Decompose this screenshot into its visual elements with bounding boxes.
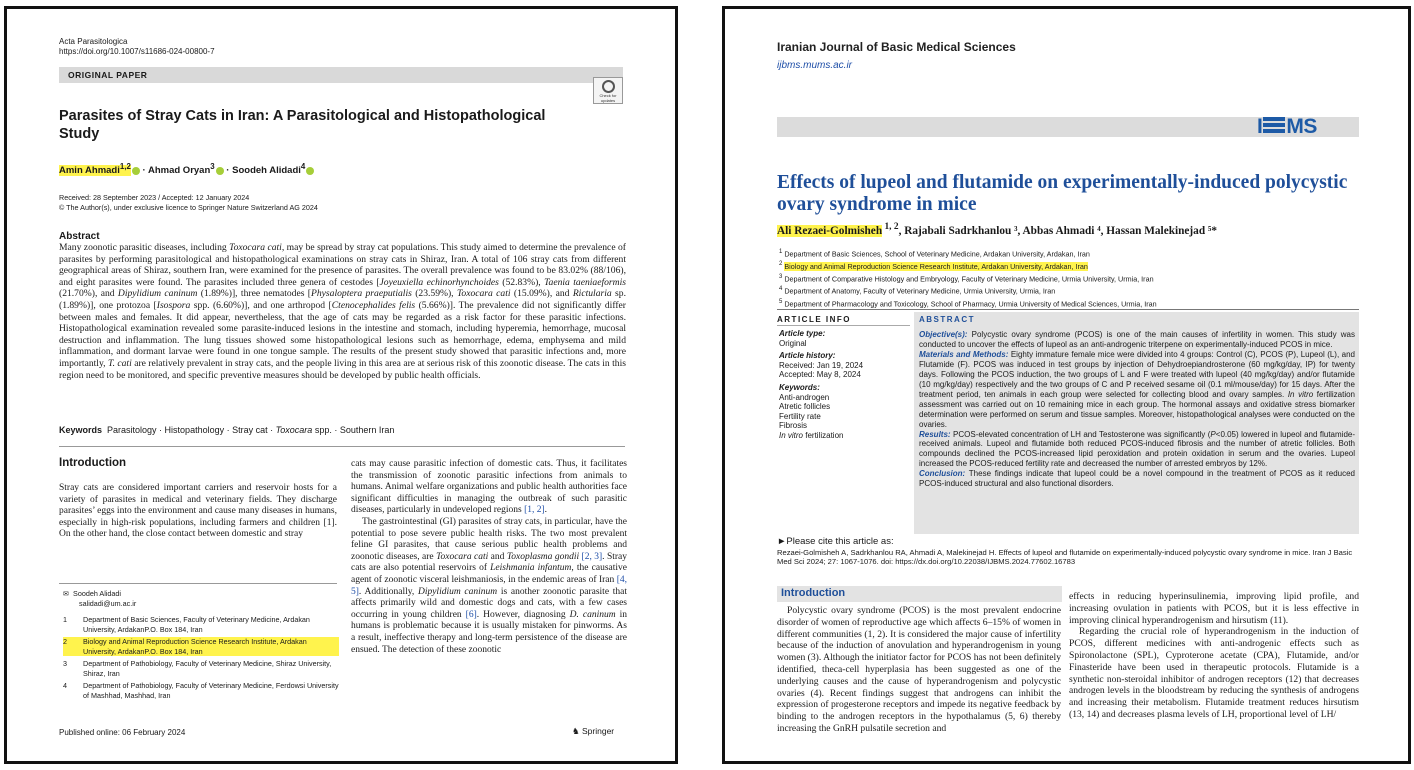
other-authors: , Rajabali Sadrkhanlou ³, Abbas Ahmadi ⁴, Hassan Malekinejad ⁵* [898,224,1217,237]
affiliation-number: 4 [63,681,67,690]
article-info-panel [779,329,909,441]
methods-label: Materials and Methods: [919,349,1009,359]
abstract-body: Objective(s): Polycystic ovary syndrome (PCOS) is one of the main causes of infertility in women. This study was conducted to uncover the effects of lupeol as an anti-androgenic triterpene on experimentally-induced PCOS in mice. Materials and Methods: Eighty immature female mice were divided into 4 groups: Control (C), PCOS (P), Lupeol (L), and Flutamide (F). PCOS was induced in test groups by injection of Dehydroepiandrosterone (60 mg/kg/day, IP) for twenty days. Following the PCOS induction, the two groups of L and F were treated with lupeol (40 mg/kg/day) and/or flutamide (10 mg/kg/day) respectively and the two groups of C and P received sesame oil (0.1 ml/mouse/day) for 15 days. After the treatment period, ten animals in each group were selected for collecting blood and ovary samples. In vitro fertilization assessment was carried out on 10 remaining mice in each group. The hormonal assays and oxidative stress biomarker determination were performed on serum and tissue samples. Moreover, histopathological analyses were conducted on the ovaries. Results: PCOS-elevated concentration of LH and Testosterone was significantly (P<0.05) lowered in lupeol and flutamide-received animals. Lupeol and flutamide both reduced PCOS-induced fibrosis and the number of atretic follicles. Both compounds declined the PCOS-increased lipid peroxidation and protein oxidation in serum and the ovaries. Lupeol increased the PCOS-reduced fertility rate and decreased the number of arrested embryos by 12%. Conclusion: These findings indicate that lupeol could be a novel compound in the treatment of PCOS as it reduced PCOS-induced structural and also functional disorders. [919,330,1356,489]
corresponding-email[interactable]: salidadi@um.ac.ir [79,599,137,608]
accepted-date: Accepted: May 8, 2024 [779,370,861,380]
orcid-icon[interactable] [132,167,140,175]
corresponding-author [63,589,136,609]
affiliation-text: Department of Pathobiology, Faculty of Veterinary Medicine, Shiraz University, Shiraz, Iran [83,659,332,678]
check-updates-label: Check for updates [599,93,617,103]
corresponding-name: Soodeh Alidadi [73,589,121,598]
keywords-label: Keywords [59,425,103,435]
cite-text: Rezaei-Golmisheh A, Sadrkhanlou RA, Ahmadi A, Malekinejad H. Effects of lupeol and flutamide on experimentally-induced polycystic ovary syndrome in mice. Iran J Basic Med Sci 2024; 27: 1067-1076. doi: https://dx.doi.org/10.22038/IJBMS.2024.77602.16783 [777,547,1353,567]
affiliation-item [779,259,1157,271]
journal-name: Iranian Journal of Basic Medical Sciences [777,40,1016,54]
introduction-heading: Introduction [781,587,846,599]
citation-link[interactable]: [2, 3] [581,551,603,562]
received-accepted: Received: 28 September 2023 / Accepted: 12 January 2024 [59,193,250,202]
logo-bars-icon [1263,117,1285,135]
citation-link[interactable]: [1, 2] [524,505,545,516]
introduction-heading: Introduction [59,457,127,469]
author-name[interactable]: Amin Ahmadi [59,165,120,177]
orcid-icon[interactable] [216,167,224,175]
article-title: Effects of lupeol and flutamide on experimentally-induced polycystic ovary syndrome in mice [777,172,1348,215]
affiliations-list [63,615,339,703]
check-updates-icon [602,80,615,93]
author-name[interactable]: Ahmad Oryan [147,165,211,177]
affiliation-text: Department of Anatomy, Faculty of Veterinary Medicine, Urmia University, Urmia, Iran [784,286,1056,296]
abstract-body: Many zoonotic parasitic diseases, including Toxocara cati, may be spread by stray cat populations. This study aimed to determine the prevalence of parasites by performing parasitological and histopathological examinations on stray cats in Shiraz, Iran. A total of 106 stray cats from different geographical areas of Shiraz, southern Iran, were examined for the presence of parasites. The overall prevalence was found to be 83.02% (88/106), and eight parasites were found. The parasites included three genera of cestodes [Joyeuxiella echinorhynchoides (52.83%), Taenia taeniaeformis (21.70%), and Dipylidium caninum (1.89%)], three nematodes [Physaloptera praeputialis (23.59%), Toxocara cati (15.09%), and Rictularia sp. (1.89%)], one protozoa [Isospora spp. (6.60%)], and one arthropod [Ctenocephalides felis (5.66%)]. The prevalence did not significantly differ between males and females. It did appear, nevertheless, that the age of cats may be regarded as a risk factor for these parasitic infections. Histopathological examination revealed some parasite-induced lesions in the intestine and stomach, including hyperemia, hemorrhage, mucosal destruction and inflammation. The lung tissues showed some histopathological lesions such as hemorrhage, edema, emphysema and mild inflammation, and dormant larvae were found in one tongue sample. The results of the present study showed that parasitic infections and, more importantly, T. cati are relatively prevalent in stray cats, and the people living in this area are at serious risk of this zoonotic disease. The cats in this region need to be monitored, and specific preventive measures should be developed by public health officials. [59,242,626,381]
affiliation-text: Department of Basic Sciences, Faculty of Veterinary Medicine, Ardakan University, ArdakanP.O. Box 184, Iran [83,615,310,634]
keyword-list [779,393,909,431]
right-article-page [722,6,1411,764]
keyword-item: Fibrosis [779,421,808,431]
section-label-bar: ORIGINAL PAPER [59,67,623,83]
keywords-line: Keywords Parasitology · Histopathology · Stray cat · Toxocara spp. · Southern Iran [59,425,395,435]
author-list [59,162,314,176]
article-type-value: Original [779,338,807,348]
author-name[interactable]: Soodeh Alidadi [232,165,301,177]
section-divider [59,446,625,447]
left-article-page [4,6,678,764]
affiliation-item [63,681,339,700]
keywords-label: Keywords: [779,382,820,392]
keyword-item: Anti-androgen [779,392,830,402]
article-title: Parasites of Stray Cats in Iran: A Parasitological and Histopathological Study [59,108,546,142]
publisher-logo: ♞ Springer [572,726,615,736]
section-divider [777,309,1359,310]
author-separator: · [223,165,233,177]
check-for-updates-badge[interactable] [593,77,623,104]
springer-horse-icon: ♞ [572,726,580,736]
affiliation-item [779,272,1157,284]
author-highlighted[interactable]: Ali Rezaei-Golmisheh [777,224,883,237]
author-list [777,222,1217,237]
intro-column-1: Polycystic ovary syndrome (PCOS) is the most prevalent endocrine disorder of women of reproductive age which affects 6–15% of women in different communities (1, 2). It is considered the major cause of infertility because of the induction of anovulation and hyperandrogenism in young women (3). Although the initiator factor for PCOS has not been definitely identified, theca-cell hyperplasia has been suggested as one of the underlying causes and the cause of hyperandrogenism and polycystic ovaries (4). Recent findings suggest that androgens can inhibit the expression of progesterone receptors and impede its negative feedback by binding to the androgen receptors in the hypothalamus (5, 6) thereby increasing the GnRH pulsatile secretion and [777,605,1061,734]
keyword-item: In vitro fertilization [779,430,844,440]
results-label: Results: [919,429,951,439]
affiliation-item [63,637,339,656]
abstract-heading: ABSTRACT [919,315,975,324]
affiliation-number: 1 [779,249,783,255]
author-affil-sup: 1, 2 [882,222,899,232]
author-affil-sup: 1,2 [119,162,131,171]
keyword-item: Fertility rate [779,411,821,421]
orcid-icon[interactable] [306,167,314,175]
author-highlighted [59,162,131,177]
journal-url[interactable]: ijbms.mums.ac.ir [777,60,853,71]
published-online: Published online: 06 February 2024 [59,728,186,737]
copyright-line: © The Author(s), under exclusive licence to Springer Nature Switzerland AG 2024 [59,202,318,212]
ijbms-logo: I MS [1257,115,1317,138]
author-affil-sup: 3 [210,162,215,171]
affiliation-text: Department of Basic Sciences, School of Veterinary Medicine, Ardakan University, Ardakan, Iran [784,249,1090,259]
abstract-heading: Abstract [59,231,100,242]
intro-column-1: Stray cats are considered important carriers and reservoir hosts for a variety of parasites in medical and veterinary fields. They discharge parasites’ eggs into the environment and cause many diseases in humans, especially in high-risk populations, including farmers and children [1]. On the other hand, the close contact between domestic and stray [59,483,337,540]
affiliation-number: 3 [779,273,783,280]
affiliation-item [779,284,1157,296]
journal-header [59,37,215,57]
mail-icon: ✉ [63,589,70,598]
footnote-divider [59,583,337,584]
affiliations-list [779,247,1157,309]
conclusion-label: Conclusion: [919,469,966,479]
keyword-item: Atretic follicles [779,402,831,412]
doi-link[interactable]: https://doi.org/10.1007/s11686-024-00800-7 [59,47,215,56]
affiliation-text: Department of Comparative Histology and Embryology, Faculty of Veterinary Medicine, Urmia University, Urmia, Iran [784,274,1154,284]
affiliation-text: Biology and Animal Reproduction Science Research Institute, Ardakan University, Ardakan, Iran [784,261,1088,271]
article-info-heading: ARTICLE INFO [777,315,910,326]
article-dates [59,193,318,212]
affiliation-item [63,659,339,678]
affiliation-number: 2 [63,637,67,646]
affiliation-number: 1 [63,615,67,624]
received-date: Received: Jan 19, 2024 [779,360,864,370]
intro-paragraph: Regarding the crucial role of hyperandrogenism in the induction of PCOS, different medicines with anti-androgenic effects such as Spironolactone (SPL), Cyproterone acetate (CPA), Flutamide, and/or Finasteride have been used in therapeutic protocols. Flutamide is a synthetic non-steroidal inhibitor of androgen receptors (12) that decreases androgen levels in the bloodstream by reducing the synthesis of androgens and increasing their metabolism. Flutamide treatment reduces hirsutism (13, 14) and decreases plasma levels of LH, proportional level of LH/ [1069,626,1359,720]
intro-column-2: cats may cause parasitic infection of domestic cats. Thus, it facilitates the transmission of zoonotic parasitic infections from animals to humans. Animal welfare organizations and public health authorities face significant difficulties in managing the outbreak of such parasitic diseases, particularly in undeveloped regions [1, 2]. The gastrointestinal (GI) parasites of stray cats, in particular, have the potential to pose severe public health risks. The two most prevalent feline GI parasites, that cause serious public health problems and zoonotic diseases, are Toxocara cati and Toxoplasma gondii [2, 3]. Stray cats are also potential reservoirs of Leishmania infantum, the causative agent of zoonotic visceral leishmaniosis, in the endemic areas of Iran [4, 5]. Additionally, Dipylidium caninum is another zoonotic parasite that affects primarily wild and domestic dogs and cats, with a few cases occurring in young children [6]. However, diagnosing D. caninum in humans is problematic because it is usually mistaken for pinworms. As a result, ineffective therapy and long-term persistence of the disease are ensued. The detection of these zoonotic [351,459,628,655]
affiliation-text: Department of Pathobiology, Faculty of Veterinary Medicine, Ferdowsi University of Mashhad, Mashhad, Iran [83,681,339,700]
affiliation-item [779,247,1157,259]
citation-box [777,537,1359,567]
journal-name: Acta Parasitologica [59,37,128,46]
objective-label: Objective(s): [919,330,968,339]
citation-link[interactable]: [6] [465,609,477,620]
affiliation-number: 5 [779,298,783,305]
affiliation-text: Department of Pharmacology and Toxicology, School of Pharmacy, Urmia University of Medical Sciences, Urmia, Iran [784,298,1157,308]
intro-column-2 [1069,591,1359,721]
arrow-right-icon: ► [777,536,787,547]
affiliation-item [779,297,1157,309]
history-label: Article history: [779,351,836,361]
affiliation-text: Biology and Animal Reproduction Science Research Institute, Ardakan University, ArdakanP.O. Box 184, Iran [83,637,307,656]
affiliation-item [63,615,339,634]
article-type-label: Article type: [779,329,826,338]
affiliation-number: 2 [779,261,783,268]
author-affil-sup: 4 [300,162,306,171]
affiliation-number: 4 [779,286,783,293]
affiliation-number: 3 [63,659,67,668]
citation-link[interactable]: [4, 5] [351,574,627,597]
intro-paragraph: effects in reducing hyperinsulinemia, improving lipid profile, and increasing ovulation in patients with PCOS, but it is less effective in improving clinical hyperandrogenism and hirsutism (11). [1069,591,1359,626]
author-separator: · [139,165,148,177]
cite-heading: ►Please cite this article as: [777,536,894,547]
